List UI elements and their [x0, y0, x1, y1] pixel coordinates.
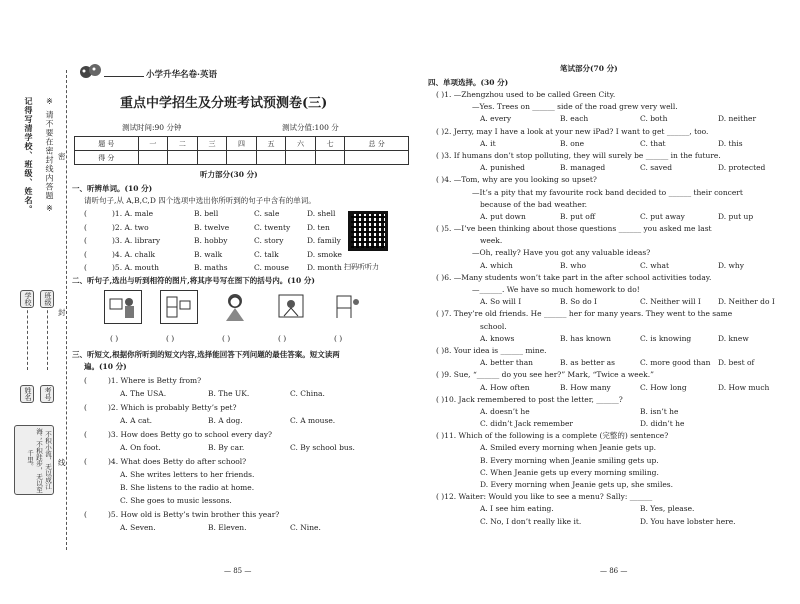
options-row — [436, 212, 786, 224]
binding-line — [27, 300, 28, 370]
score-cell: 四 — [227, 137, 257, 151]
option: A. doesn’t he — [480, 406, 530, 416]
xian-mark: 线 — [58, 458, 66, 467]
option: D. Neither do I — [718, 297, 775, 307]
options-row — [436, 383, 786, 395]
option: A. punished — [480, 163, 525, 173]
option: D. didn’t he — [640, 419, 685, 429]
question-stem: ( )7. They’re old friends. He ______ her for many years. They went to the same — [436, 309, 733, 319]
question-text: —Oh, really? Have you got any valuable ideas? — [472, 248, 651, 258]
label-name: 姓名 — [20, 385, 34, 403]
option: C. saved — [640, 163, 673, 173]
option: D. why — [718, 260, 745, 270]
options-row — [436, 297, 786, 309]
options-row — [436, 504, 786, 516]
section-1-instruction: 请听句子,从 A,B,C,D 四个选项中选出你所听到的句子中含有的单词。 — [84, 196, 316, 205]
options: A. On foot. B. By car. C. By school bus. — [120, 443, 355, 452]
section-4-list — [436, 90, 786, 529]
question: ( )4. What does Betty do after school? — [84, 457, 247, 466]
page-number-right: — 86 — — [600, 567, 628, 575]
options-row — [436, 139, 786, 151]
list-item: ( )3. A. library B. hobby C. story D. family — [84, 236, 341, 245]
answer-bracket[interactable]: ( ) — [278, 334, 287, 343]
option: A. How often — [480, 382, 530, 392]
test-time: 测试时间:90 分钟 — [122, 123, 182, 132]
options-row — [436, 407, 786, 419]
question-text: —It’s a pity that my favourite rock band decided to ______ their concert — [472, 187, 743, 197]
score-cell: 五 — [256, 137, 286, 151]
feng-mark: 封 — [58, 308, 66, 317]
option: A. it — [480, 138, 496, 148]
answer-bracket[interactable]: ( ) — [166, 334, 175, 343]
question: ( )3. How does Betty go to school every day? — [84, 430, 273, 439]
picture-5 — [328, 290, 366, 324]
option: C. No, I don’t really like it. — [480, 516, 582, 526]
mascot-icon — [78, 60, 102, 84]
question-text: D. Every morning when Jeanie gets up, she smiles. — [480, 480, 674, 489]
qr-caption: 扫码听听力 — [344, 263, 379, 271]
list-item: ( )4. A. chalk B. walk C. talk D. smoke — [84, 249, 342, 259]
girl-icon — [218, 291, 252, 323]
option: A. put down — [480, 211, 526, 221]
label-class: 班级 — [40, 290, 54, 308]
qr-code-icon[interactable] — [348, 211, 388, 251]
options: A. A cat. B. A dog. C. A mouse. — [120, 416, 336, 425]
option: D. protected — [718, 163, 766, 173]
option: B. So do I — [560, 297, 597, 307]
question-text: —Yes. Trees on ______ side of the road grew very well. — [472, 102, 678, 112]
answer-bracket[interactable]: ( ) — [334, 334, 343, 343]
question-stem: ( )5. —I’ve been thinking about those questions ______ you asked me last — [436, 224, 712, 234]
score-cell: 二 — [168, 137, 198, 151]
option: C. How long — [640, 382, 687, 392]
options-row — [436, 358, 786, 370]
question-text: week. — [480, 236, 503, 246]
option: D. best of — [718, 358, 755, 368]
option: A. So will I — [480, 297, 522, 307]
option: C. didn’t Jack remember — [480, 419, 573, 429]
section-1-list — [84, 209, 344, 277]
options: A. Seven. B. Eleven. C. Nine. — [120, 523, 321, 532]
option: B. She listens to the radio at home. — [120, 483, 255, 492]
test-score: 测试分值:100 分 — [282, 123, 339, 132]
option: A. every — [480, 114, 512, 124]
question-stem: ( )4. —Tom, why are you looking so upset? — [436, 175, 597, 185]
page-number-left: — 85 — — [224, 567, 252, 575]
question-text: —______. We have so much homework to do! — [472, 285, 640, 294]
question-text: school. — [480, 321, 507, 331]
question-stem: ( )1. —Zhengzhou used to be called Green City. — [436, 90, 616, 99]
options-row — [436, 419, 786, 431]
question-stem: ( )6. —Many students won’t take part in the after school activities today. — [436, 272, 712, 282]
score-table — [74, 136, 409, 165]
question-stem: ( )12. Waiter: Would you like to see a menu? Sally: ______ — [436, 492, 653, 502]
options-row — [436, 334, 786, 346]
header-brand: 小学升华名卷·英语 — [146, 70, 217, 80]
option: C. that — [640, 138, 666, 148]
option: B. How many — [560, 382, 611, 392]
option: B. isn’t he — [640, 406, 679, 416]
score-cell: 三 — [197, 137, 227, 151]
picture-3 — [216, 290, 254, 324]
seal-line — [66, 70, 67, 550]
score-cell: 一 — [138, 137, 168, 151]
binding-strip — [4, 85, 62, 555]
option: C. both — [640, 114, 668, 124]
label-school: 学校 — [20, 290, 34, 308]
question: ( )1. Where is Betty from? — [84, 376, 202, 385]
option: C. is knowing — [640, 333, 692, 343]
option: A. I see him eating. — [480, 504, 554, 514]
binding-reminder: 记得写清学校、班级、姓名。 — [24, 97, 34, 214]
section-3-title-cont: 遍。(10 分) — [84, 362, 127, 371]
option: B. as better as — [560, 358, 615, 368]
question-text: because of the bad weather. — [480, 199, 587, 209]
option: A. which — [480, 260, 513, 270]
option: B. has known — [560, 333, 611, 343]
option: C. She goes to music lessons. — [120, 496, 232, 505]
section-4-title: 四、单项选择。(30 分) — [428, 78, 509, 87]
question-text: C. When Jeanie gets up every morning smiling. — [480, 467, 659, 477]
option: D. put up — [718, 211, 754, 221]
options-row — [436, 261, 786, 273]
option: C. put away — [640, 211, 685, 221]
score-cell: 六 — [286, 137, 316, 151]
question-stem: ( )2. Jerry, may I have a look at your new iPad? I want to get ______, too. — [436, 126, 709, 136]
option: B. managed — [560, 163, 606, 173]
section-2-title: 二、听句子,选出与听到相符的图片,将其序号写在图下的括号内。(10 分) — [72, 276, 315, 285]
question-stem: ( )10. Jack remembered to post the letter, ______? — [436, 394, 623, 404]
option: A. knows — [480, 333, 515, 343]
seal-quote: 不积小流，无以成江海；不积跬步，无以至千里。 — [14, 425, 54, 495]
listening-header: 听力部分(30 分) — [200, 170, 258, 179]
written-header: 笔试部分(70 分) — [560, 64, 618, 73]
header-rule — [104, 76, 144, 77]
question-stem: ( )8. Your idea is ______ mine. — [436, 345, 547, 355]
score-row-label: 得 分 — [75, 151, 139, 165]
score-cell: 题 号 — [75, 137, 139, 151]
mi-mark: 密 — [58, 152, 66, 161]
option: C. what — [640, 260, 669, 270]
family-tv-icon — [108, 293, 138, 321]
label-number: 考号 — [40, 385, 54, 403]
chair-icon — [331, 292, 363, 322]
options-row — [436, 163, 786, 175]
answer-bracket[interactable]: ( ) — [110, 334, 119, 343]
option: D. You have lobster here. — [640, 516, 736, 526]
option: B. Yes, please. — [640, 504, 695, 514]
list-item: ( )5. A. mouth B. maths C. mouse D. month — [84, 263, 342, 272]
picture-row — [104, 290, 394, 348]
option: D. knew — [718, 333, 749, 343]
kitchen-icon — [164, 293, 194, 321]
option: C. more good than — [640, 358, 711, 368]
binding-line — [47, 300, 48, 370]
options: A. The USA. B. The UK. C. China. — [120, 389, 325, 398]
option: A. She writes letters to her friends. — [120, 470, 255, 479]
score-cell: 七 — [315, 137, 345, 151]
option: D. How much — [718, 382, 770, 392]
options-row — [436, 114, 786, 126]
page-title: 重点中学招生及分班考试预测卷(三) — [120, 96, 328, 111]
picture-2 — [160, 290, 198, 324]
picture-4 — [272, 290, 310, 324]
option: A. better than — [480, 358, 534, 368]
section-1-title: 一、听辨单词。(10 分) — [72, 184, 153, 193]
score-cell: 总 分 — [345, 137, 409, 151]
option: B. put off — [560, 211, 596, 221]
question-text: B. Every morning when Jeanie smiling gets up. — [480, 455, 659, 465]
option: C. Neither will I — [640, 297, 701, 307]
binding-notice: ※ 请不要在密封线内答题 ※ — [45, 97, 54, 215]
option: B. who — [560, 260, 587, 270]
question: ( )2. Which is probably Betty’s pet? — [84, 403, 237, 412]
section-3-title: 三、听短文,根据你所听到的短文内容,选择能回答下列问题的最佳答案。短文读两 — [72, 350, 340, 359]
question-stem: ( )11. Which of the following is a complete (完整的) sentence? — [436, 431, 669, 441]
question-stem: ( )9. Sue, “______ do you see her?” Mark, “Twice a week.” — [436, 370, 654, 380]
list-item: ( )2. A. two B. twelve C. twenty D. ten — [84, 222, 330, 232]
question-text: A. Smiled every morning when Jeanie gets up. — [480, 443, 657, 453]
picture-1 — [104, 290, 142, 324]
section-3-list — [84, 376, 404, 537]
option: B. each — [560, 114, 589, 124]
sleeping-boy-icon — [276, 292, 306, 322]
question: ( )5. How old is Betty’s twin brother this year? — [84, 510, 280, 519]
option: B. one — [560, 138, 585, 148]
question-stem: ( )3. If humans don’t stop polluting, they will surely be ______ in the future. — [436, 150, 721, 160]
option: D. this — [718, 138, 743, 148]
options-row — [436, 517, 786, 529]
option: D. neither — [718, 114, 757, 124]
answer-bracket[interactable]: ( ) — [222, 334, 231, 343]
list-item: ( )1. A. male B. bell C. sale D. shell — [84, 209, 336, 218]
